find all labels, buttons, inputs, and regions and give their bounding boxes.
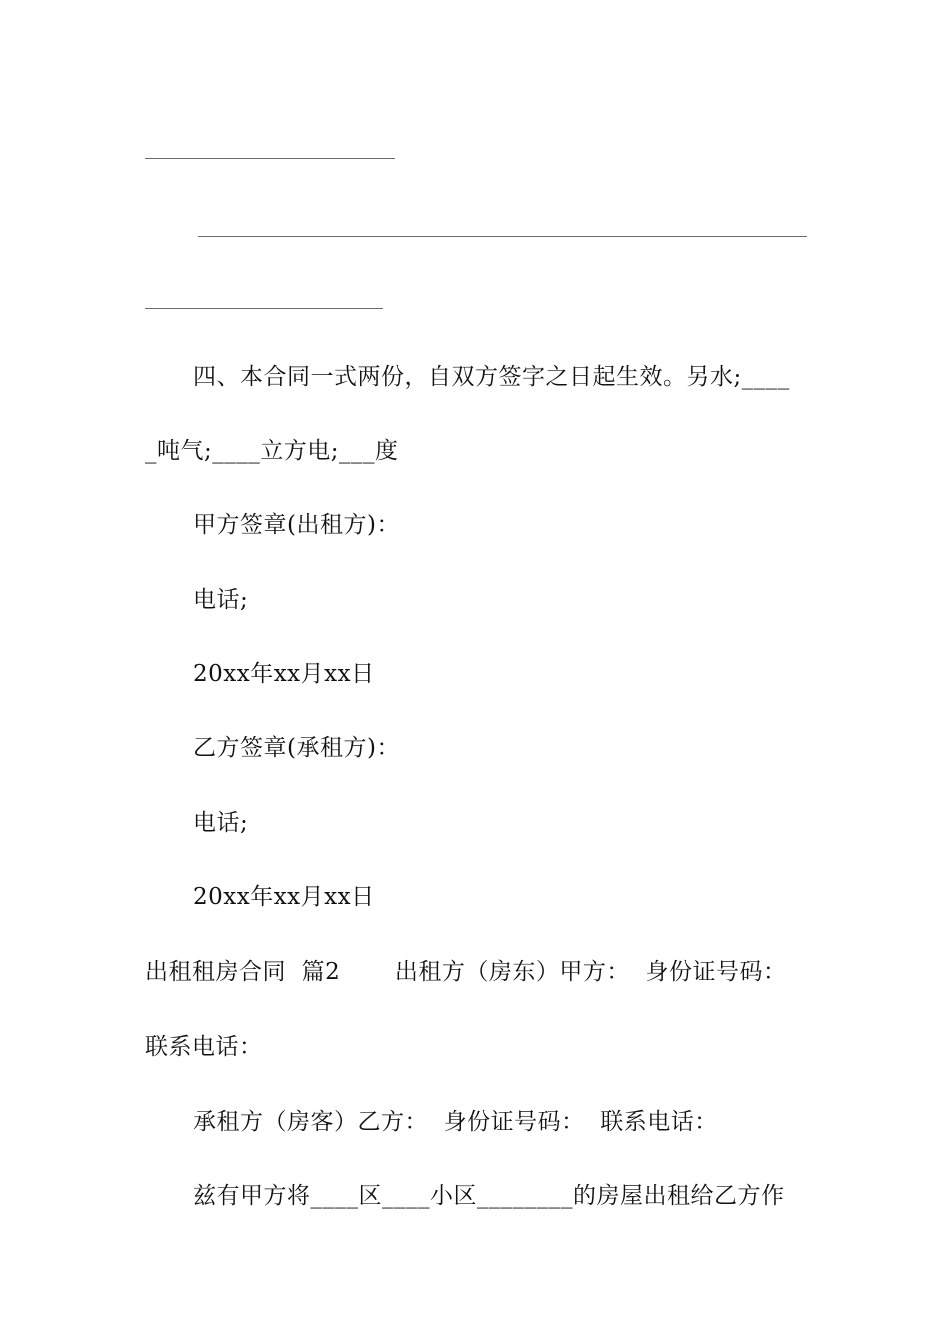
party-a-date: 20xx年xx月xx日 <box>193 661 375 687</box>
party-b-date: 20xx年xx月xx日 <box>193 884 375 910</box>
clause-four: 四、本合同一式两份，自双方签字之日起生效。另水;____ <box>193 364 790 390</box>
blank-rule-1 <box>145 158 395 159</box>
blank-rule-3 <box>145 308 383 309</box>
blank-rule-2 <box>198 236 807 237</box>
clause-four-continued: _吨气;____立方电;___度 <box>145 438 399 464</box>
premises-line: 兹有甲方将____区____小区________的房屋出租给乙方作 <box>193 1183 785 1209</box>
party-a-phone-label: 电话; <box>193 587 249 613</box>
party-b-signature-label: 乙方签章(承租方)： <box>193 735 400 761</box>
landlord-phone-label: 联系电话： <box>145 1034 263 1060</box>
tenant-info-line: 承租方（房客）乙方： 身份证号码： 联系电话： <box>193 1109 718 1135</box>
party-b-phone-label: 电话; <box>193 810 249 836</box>
party-a-signature-label: 甲方签章(出租方)： <box>193 512 400 538</box>
contract-2-header: 出租租房合同 篇2 出租方（房东）甲方： 身份证号码： <box>145 959 787 985</box>
